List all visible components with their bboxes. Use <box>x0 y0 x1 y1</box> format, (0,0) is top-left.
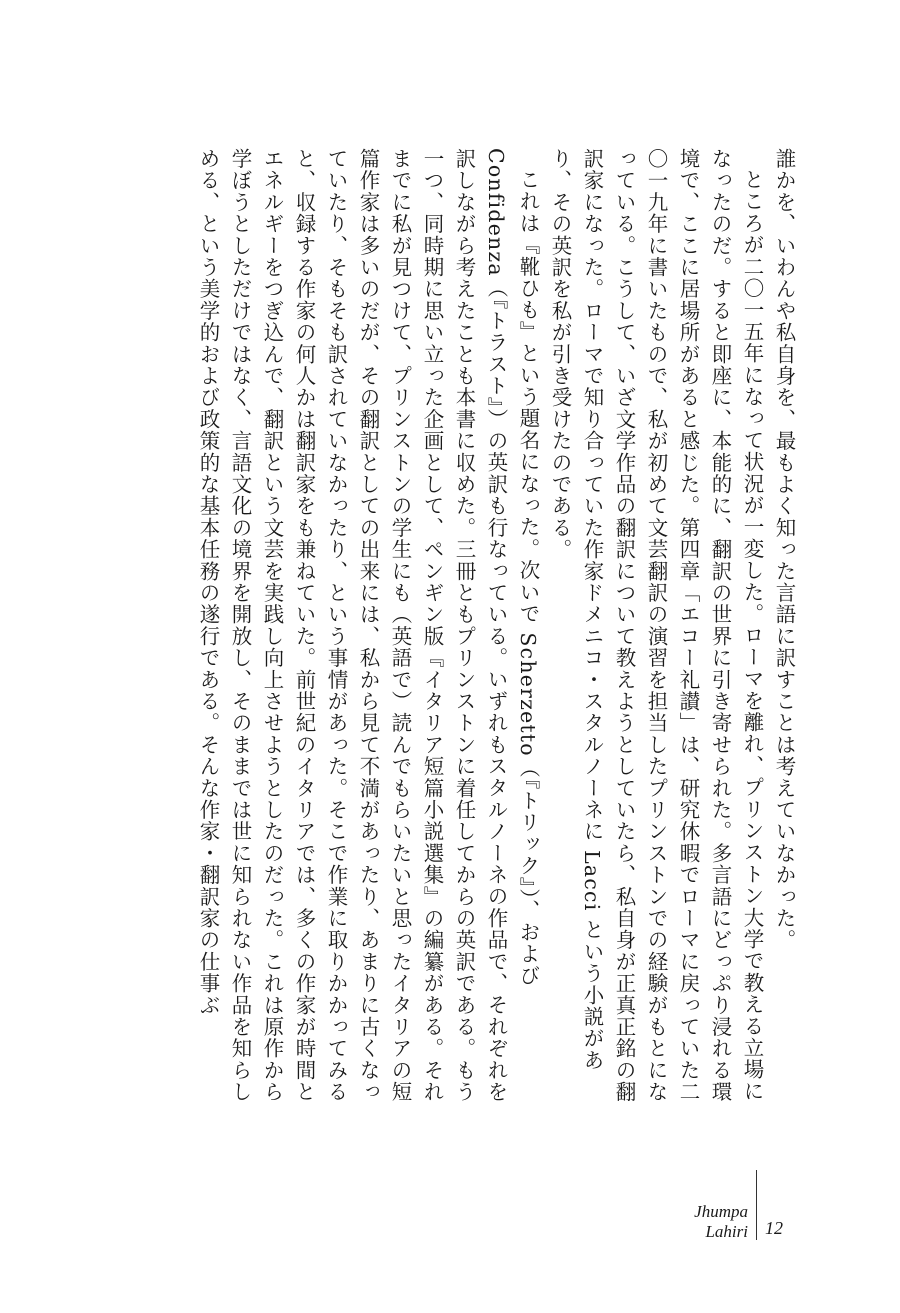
footer-divider <box>756 1170 757 1240</box>
paragraph: ところが二〇一五年になって状況が一変した。ローマを離れ、プリンストン大学で教える立場になったのだ。すると即座に、本能的に、翻訳の世界に引き寄せられた。多言語にどっぷり浸れる環境で、ここに居場所があると感じた。第四章「エコー礼讃」は、研究休暇でローマに戻っていた二〇一九年に書いたもので、私が初めて文芸翻訳の演習を担当したプリンストンでの経験がもとになっている。こうして、いざ文学作品の翻訳について教えようとしていたら、私自身が正真正銘の翻訳家になった。ローマで知り合っていた作家ドメニコ・スタルノーネに Lacci という小説があり、その英訳を私が引き受けたのである。 <box>548 148 764 1103</box>
paragraph: これは『靴ひも』という題名になった。次いで Scherzetto（『トリック』）、および Confidenza（『トラスト』）の英訳も行なっている。いずれもスタルノーネの作品で、それぞれを訳しながら考えたことも本書に収めた。三冊ともプリンストンに着任してからの英訳である。もう一つ、同時期に思い立った企画として、ペンギン版『イタリア短篇小説選集』の編纂がある。それまでに私が見つけて、プリンストンの学生にも（英語で）読んでもらいたいと思ったイタリアの短篇作家は多いのだが、その翻訳としての出来には、私から見て不満があったり、あまりに古くなっていたり、そもそも訳されていなかったり、という事情があった。そこで作業に取りかかってみると、収録する作家の何人かは翻訳家をも兼ねていた。前世紀のイタリアでは、多くの作家が時間とエネルギーをつぎ込んで、翻訳という文芸を実践し向上させようとしたのだった。これは原作から学ぼうとしただけではなく、言語文化の境界を開放し、そのままでは世に知られない作品を知らしめる、という美学的および政策的な基本任務の遂行である。そんな作家・翻訳家の仕事ぶ <box>196 148 540 1103</box>
page-number: 12 <box>765 1218 783 1238</box>
paragraph: 誰かを、いわんや私自身を、最もよく知った言語に訳すことは考えていなかった。 <box>772 148 796 951</box>
running-footer-author: Jhumpa Lahiri <box>694 1202 748 1241</box>
body-text <box>192 148 800 1108</box>
